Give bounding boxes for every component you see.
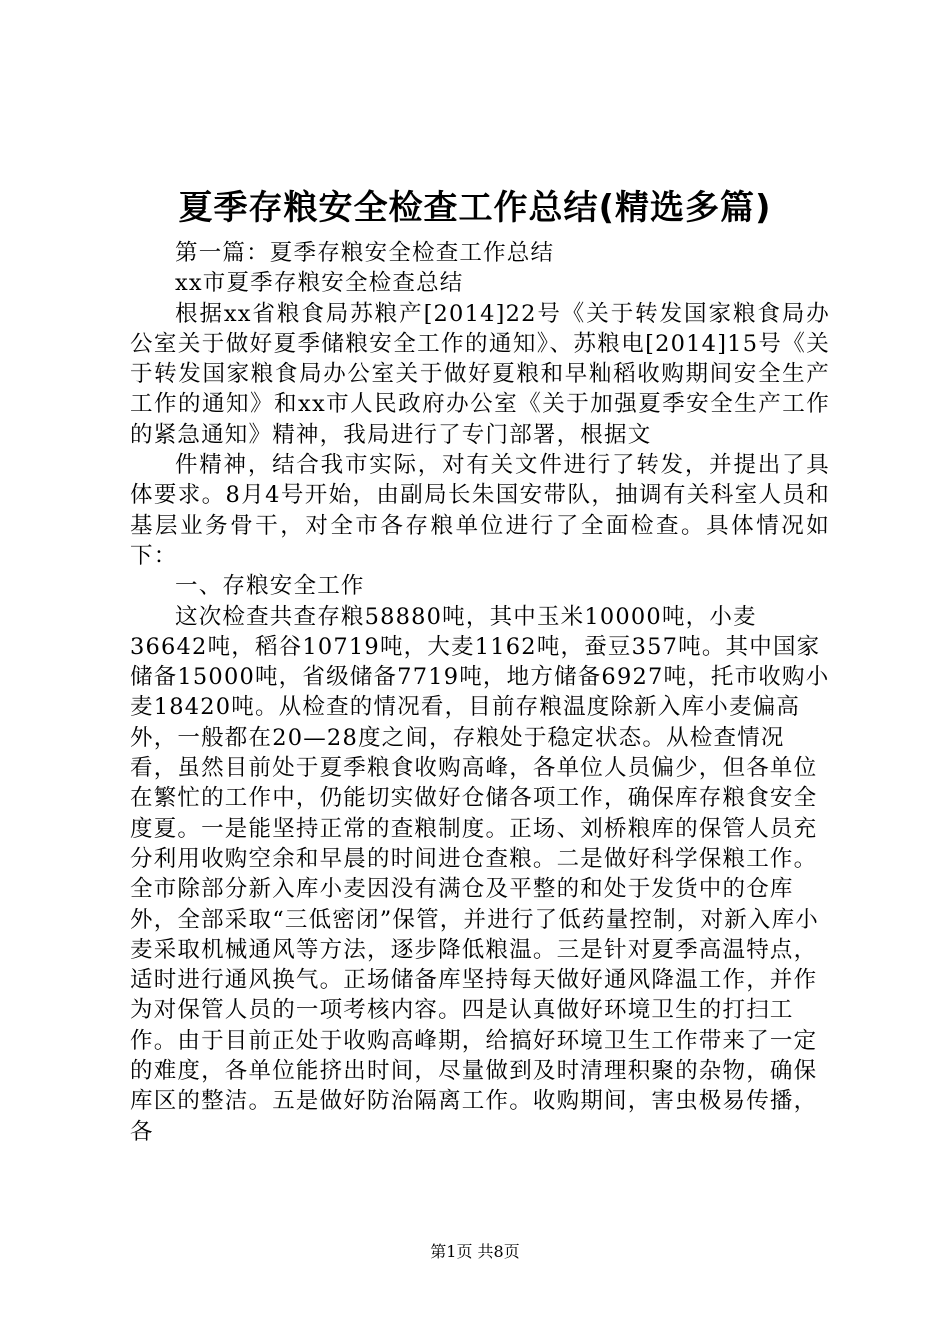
document-title: 夏季存粮安全检查工作总结(精选多篇) [178, 188, 772, 228]
paragraph-details: 这次检查共查存粮58880吨，其中玉米10000吨，小麦36642吨，稻谷10719吨，大麦1162吨，蚕豆357吨。其中国家储备15000吨，省级储备7719吨，地方储备6927吨，托市收购小麦18420吨。从检查的情况看，目前存粮温度除新入库小麦偏高外，一般都在20—28度之间，存粮处于稳定状态。从检查情况看，虽然目前处于夏季粮食收购高峰，各单位人员偏少，但各单位在繁忙的工作中，仍能切实做好仓储各项工作，确保库存粮食安全度夏。一是能坚持正常的查粮制度。正场、刘桥粮库的保管人员充分利用收购空余和早晨的时间进仓查粮。二是做好科学保粮工作。全市除部分新入库小麦因没有满仓及平整的和处于发货中的仓库外，全部采取“三低密闭”保管，并进行了低药量控制，对新入库小麦采取机械通风等方法，逐步降低粮温。三是针对夏季高温特点，适时进行通风换气。正场储备库坚持每天做好通风降温工作，并作为对保管人员的一项考核内容。四是认真做好环境卫生的打扫工作。由于目前正处于收购高峰期，给搞好环境卫生工作带来了一定的难度，各单位能挤出时间，尽量做到及时清理积聚的杂物，确保库区的整洁。五是做好防治隔离工作。收购期间，害虫极易传播，各 [130, 603, 830, 1145]
paragraph-continuation: 件精神，结合我市实际，对有关文件进行了转发，并提出了具体要求。8月4号开始，由副局长朱国安带队，抽调有关科室人员和基层业务骨干，对全市各存粮单位进行了全面检查。具体情况如下： [130, 452, 830, 569]
section-heading: 一、存粮安全工作 [175, 573, 365, 600]
page-number-footer: 第1页 共8页 [430, 1242, 520, 1261]
document-body [130, 238, 830, 1147]
paragraph-subheading: xx市夏季存粮安全检查总结 [175, 270, 464, 297]
paragraph-intro: 根据xx省粮食局苏粮产[2014]22号《关于转发国家粮食局办公室关于做好夏季储粮安全工作的通知》、苏粮电[2014]15号《关于转发国家粮食局办公室关于做好夏粮和早籼稻收购期间安全生产工作的通知》和xx市人民政府办公室《关于加强夏季安全生产工作的紧急通知》精神，我局进行了专门部署，根据文 [130, 300, 830, 448]
paragraph-part-heading: 第一篇：夏季存粮安全检查工作总结 [175, 240, 555, 266]
